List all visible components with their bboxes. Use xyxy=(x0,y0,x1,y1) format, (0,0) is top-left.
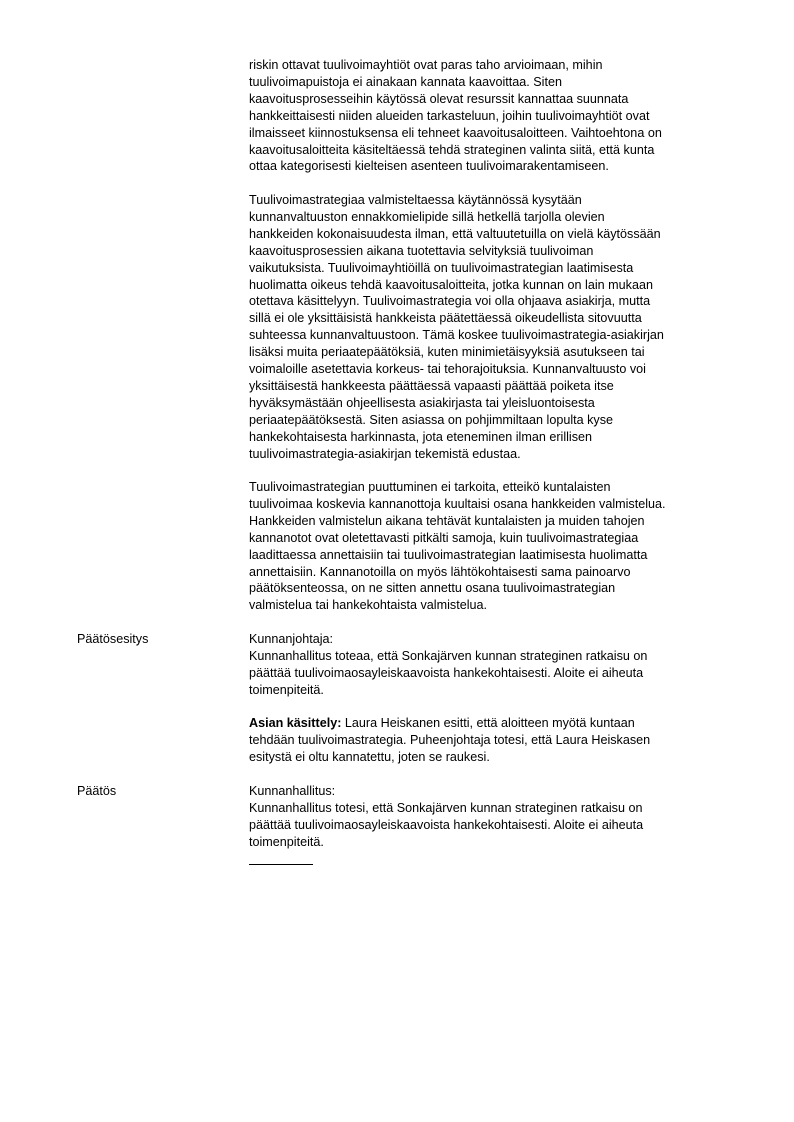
body-paragraph-1 xyxy=(249,57,749,175)
body-paragraph-2 xyxy=(249,192,749,463)
end-divider xyxy=(249,864,313,865)
proposal-presenter: Kunnanjohtaja: xyxy=(249,632,334,646)
handling-heading: Asian käsittely: xyxy=(249,716,342,730)
decision-label: Päätös xyxy=(77,784,117,798)
paragraph-text: Tuulivoimastrategian puuttuminen ei tarkoita, etteikö kuntalaisten tuulivoimaa koskevia kannanottoja kuultaisi osana hankkeiden valmistelua. Hankkeiden valmistelun aikana tehtävät kuntalaisten ja muiden tahojen kannanotot ovat oletettavasti pitkälti samoja, kuin tuulivoimastrategiaa laadittaessa annettaisiin tai tuulivoimastrategian laatimisesta huolimatta annettaisiin. Kannanotoilla on myös lähtökohtaisesti sama painoarvo päätöksenteossa, on ne sitten annettu osana tuulivoimastrategian valmistelua tai hankekohtaista valmistelua. xyxy=(249,480,666,613)
body-paragraph-3 xyxy=(249,479,749,614)
proposal-section xyxy=(249,631,749,699)
paragraph-text: riskin ottavat tuulivoimayhtiöt ovat paras taho arvioimaan, mihin tuulivoimapuistoja ei ainakaan kannata kaavoittaa. Siten kaavoitusprosesseihin käytössä olevat resurssit kannattaa suunnata hankkeittaisesti niiden alueiden tarkasteluun, joihin tuulivoimayhtiöt ovat ilmaisseet kiinnostuksensa eli tehneet kaavoitusaloitteen. Vaihtoehtona on kaavoitusaloitteita käsiteltäessä tehdä strateginen valinta siitä, että kunta ottaa kategorisesti kielteisen asenteen tuulivoimarakentamiseen. xyxy=(249,58,662,174)
paragraph-text: Tuulivoimastrategiaa valmisteltaessa käytännössä kysytään kunnanvaltuuston ennakkomielipide sillä hetkellä tarjolla olevien hankkeiden kokonaisuudesta ilman, että valtuutetuilla on vielä käytössään kaavoitusprosessien aikana tuotettavia selvityksiä tuulivoiman vaikutuksista. Tuulivoimayhtiöillä on tuulivoimastrategian laatimisesta huolimatta oikeus tehdä kaavoitusaloitteita, jotka kunnan on lain mukaan otettava käsittelyyn. Tuulivoimastrategia voi olla ohjaava asiakirja, mutta sillä ei ole yksittäisistä hankkeista päätettäessä oikeudellista sitovuutta suhteessa kunnanvaltuustoon. Tämä koskee tuulivoimastrategia-asiakirjan lisäksi muita periaatepäätöksiä, kuten minimietäisyyksiä asutukseen tai voimaloille asetettavia korkeus- tai tehorajoituksia. Kunnanvaltuusto voi yksittäisestä hankkeesta päättäessä vapaasti päättää poiketa itse hyväksymästään ohjeellisesta asiakirjasta tai yleisluontoisesta periaatepäätöksestä. Siten asiassa on pohjimmiltaan lopulta kyse hankekohtaisesta harkinnasta, jota eteneminen ilman erillisen tuulivoimastrategia-asiakirjan tekemistä edustaa. xyxy=(249,193,664,461)
handling-paragraph xyxy=(249,715,749,766)
handling-text: Laura Heiskanen esitti, että aloitteen myötä kuntaan tehdään tuulivoimastrategia. Puheenjohtaja totesi, että Laura Heiskasen esitystä ei oltu kannatettu, joten se raukesi. xyxy=(249,716,651,764)
proposal-label: Päätösesitys xyxy=(77,632,149,646)
decision-text: Kunnanhallitus totesi, että Sonkajärven kunnan strateginen ratkaisu on päättää tuulivoimaosayleiskaavoista hankekohtaisesti. Aloite ei aiheuta toimenpiteitä. xyxy=(249,800,644,849)
decision-section xyxy=(249,783,749,851)
handling-section xyxy=(249,715,749,766)
proposal-text: Kunnanhallitus toteaa, että Sonkajärven kunnan strateginen ratkaisu on päättää tuulivoimaosayleiskaavoista hankekohtaisesti. Aloite ei aiheuta toimenpiteitä. xyxy=(249,648,648,697)
decision-body-name: Kunnanhallitus: xyxy=(249,784,336,798)
